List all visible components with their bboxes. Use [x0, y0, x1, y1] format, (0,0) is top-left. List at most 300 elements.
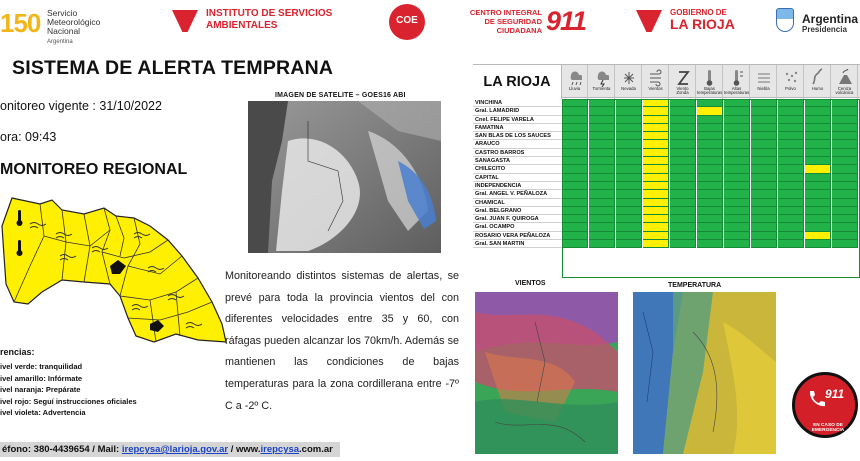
department-name: INDEPENDENCIA: [473, 182, 562, 190]
alert-cell-green: [697, 232, 723, 240]
alert-cell-green: [724, 107, 750, 115]
ciscu-line-1: CENTRO INTEGRAL: [469, 8, 542, 17]
alert-cell-green: [832, 116, 858, 124]
alert-cell-yellow: [643, 107, 669, 115]
storm-icon: [595, 68, 609, 88]
table-row: [473, 140, 860, 148]
alert-cell-green: [670, 215, 696, 223]
alert-cell-green: [724, 215, 750, 223]
alert-cell-green: [670, 223, 696, 231]
alert-cell-green: [562, 232, 588, 240]
alert-cell-green: [832, 174, 858, 182]
alert-cell-green: [778, 174, 804, 182]
alert-cell-green: [562, 157, 588, 165]
alert-cell-green: [616, 107, 642, 115]
column-label: Humo: [811, 86, 824, 91]
alert-cell-green: [751, 182, 777, 190]
column-header: [697, 65, 723, 99]
alert-cell-yellow: [643, 124, 669, 132]
temperatura-map: [633, 292, 776, 454]
alert-cell-green: [751, 190, 777, 198]
argentina-shield-icon: [776, 8, 794, 32]
alert-cell-green: [697, 199, 723, 207]
alert-cell-green: [616, 240, 642, 248]
alert-cell-green: [670, 132, 696, 140]
coe-logo: [389, 4, 425, 40]
isa-line-1: INSTITUTO DE SERVICIOS: [206, 8, 333, 19]
footer-sep: / www.: [228, 444, 261, 455]
alert-cell-yellow: [643, 174, 669, 182]
alert-cell-green: [670, 232, 696, 240]
table-header: [473, 64, 860, 98]
alert-cell-green: [751, 223, 777, 231]
alert-cell-green: [778, 240, 804, 248]
column-label: Vientos: [648, 86, 663, 91]
alert-cell-green: [670, 207, 696, 215]
alert-cell-green: [832, 149, 858, 157]
column-label: Altas temperaturas: [724, 86, 750, 96]
vientos-caption: VIENTOS: [515, 280, 546, 287]
footer-phone: éfono: 380-4439654 / Mail:: [2, 444, 122, 455]
department-name: FAMATINA: [473, 124, 562, 132]
alert-cell-green: [724, 124, 750, 132]
alert-cell-yellow: [643, 99, 669, 107]
hora: ora: 09:43: [0, 130, 57, 144]
alert-cell-green: [562, 140, 588, 148]
alert-cell-green: [562, 107, 588, 115]
temperatura-caption: TEMPERATURA: [668, 282, 722, 289]
isa-logo-text: [206, 8, 332, 32]
table-row: [473, 215, 860, 223]
alert-cell-green: [697, 207, 723, 215]
alert-cell-green: [724, 190, 750, 198]
table-row: [473, 223, 860, 231]
smoke-icon: [811, 68, 825, 88]
alert-cell-green: [778, 232, 804, 240]
alert-cell-green: [616, 223, 642, 231]
alert-cell-green: [805, 190, 831, 198]
vientos-map: [475, 292, 618, 454]
alert-cell-green: [562, 132, 588, 140]
table-row: [473, 149, 860, 157]
legend-item: ivel verde: tranquilidad: [0, 362, 83, 371]
column-header: [670, 65, 696, 99]
alert-cell-green: [805, 215, 831, 223]
alert-cell-green: [778, 182, 804, 190]
alert-cell-green: [562, 116, 588, 124]
alert-cell-green: [751, 107, 777, 115]
alert-cell-green: [724, 223, 750, 231]
alert-cell-green: [697, 99, 723, 107]
alert-cell-green: [805, 207, 831, 215]
column-header: [616, 65, 642, 99]
alert-cell-yellow: [643, 223, 669, 231]
alert-cell-green: [562, 190, 588, 198]
department-name: Gral. JUAN F. QUIROGA: [473, 215, 562, 223]
alert-cell-green: [562, 207, 588, 215]
alert-cell-green: [589, 132, 615, 140]
alert-cell-green: [616, 215, 642, 223]
alert-cell-green: [616, 232, 642, 240]
table-row: [473, 232, 860, 240]
alert-cell-green: [562, 124, 588, 132]
alert-cell-green: [562, 182, 588, 190]
gob-line-2: LA RIOJA: [670, 16, 735, 32]
column-label: Lluvia: [568, 86, 581, 91]
department-name: CASTRO BARROS: [473, 149, 562, 157]
zonda-icon: [676, 68, 690, 88]
alert-cell-green: [751, 124, 777, 132]
department-name: Gral. SAN MARTIN: [473, 240, 562, 248]
column-header: [589, 65, 615, 99]
column-header: [724, 65, 750, 99]
high-temp-icon: [730, 68, 744, 88]
alert-cell-green: [724, 116, 750, 124]
alert-cell-green: [778, 157, 804, 165]
table-row: [473, 190, 860, 198]
ash-icon: [838, 68, 852, 88]
alert-cell-green: [751, 140, 777, 148]
legend-item: ivel amarillo: Infórmate: [0, 373, 83, 383]
table-row: [473, 199, 860, 207]
alert-cell-green: [616, 132, 642, 140]
alert-cell-green: [778, 199, 804, 207]
table-row: [473, 124, 860, 132]
alert-cell-green: [778, 165, 804, 173]
alert-cell-green: [832, 157, 858, 165]
alert-cell-green: [697, 215, 723, 223]
department-name: VINCHINA: [473, 99, 562, 107]
alert-cell-green: [805, 149, 831, 157]
badge-caption: [803, 423, 853, 433]
alert-cell-green: [805, 182, 831, 190]
alert-cell-green: [751, 215, 777, 223]
alert-cell-green: [832, 182, 858, 190]
badge-number: 911: [825, 387, 845, 401]
column-header: [805, 65, 831, 99]
alert-cell-green: [670, 165, 696, 173]
alert-cell-green: [751, 116, 777, 124]
alert-cell-green: [616, 116, 642, 124]
legend-heading: rencias:: [0, 347, 35, 357]
column-header: [643, 65, 669, 99]
snow-icon: [622, 68, 636, 88]
alert-cell-green: [562, 215, 588, 223]
wind-icon: [649, 68, 663, 88]
department-name: ROSARIO VERA PEÑALOZA: [473, 232, 562, 240]
section-title: MONITOREO REGIONAL: [0, 161, 188, 178]
alert-cell-green: [778, 207, 804, 215]
alert-cell-green: [751, 240, 777, 248]
alert-cell-green: [670, 157, 696, 165]
smn-name: [47, 9, 100, 47]
alert-cell-green: [805, 240, 831, 248]
alert-cell-green: [805, 99, 831, 107]
alert-cell-green: [751, 174, 777, 182]
alert-cell-green: [562, 174, 588, 182]
alert-cell-green: [724, 182, 750, 190]
smn-country: Argentina: [47, 39, 73, 45]
alert-cell-yellow: [643, 240, 669, 248]
department-name: SANAGASTA: [473, 157, 562, 165]
column-label: Bajas temperaturas: [697, 86, 723, 96]
column-label: Tormenta: [592, 86, 611, 91]
alert-cell-green: [805, 157, 831, 165]
alert-cell-yellow: [805, 165, 831, 173]
alert-cell-green: [724, 99, 750, 107]
alert-cell-green: [589, 140, 615, 148]
column-header: [778, 65, 804, 99]
phone-icon: [807, 389, 825, 409]
alert-cell-green: [697, 190, 723, 198]
department-name: Gral. LAMADRID: [473, 107, 562, 115]
alert-cell-green: [805, 174, 831, 182]
column-label: Polvo: [785, 86, 796, 91]
alert-cell-green: [751, 149, 777, 157]
alert-cell-yellow: [643, 199, 669, 207]
footer-mail-link[interactable]: irepcysa@larioja.gov.ar: [121, 444, 229, 455]
province-map: [0, 196, 240, 346]
alert-cell-green: [589, 199, 615, 207]
alert-cell-green: [832, 124, 858, 132]
alert-cell-yellow: [643, 165, 669, 173]
footer-contact: [0, 442, 340, 457]
alert-cell-green: [697, 240, 723, 248]
alert-cell-green: [724, 207, 750, 215]
department-name: SAN BLAS DE LOS SAUCES: [473, 132, 562, 140]
alert-cell-green: [832, 232, 858, 240]
alert-cell-yellow: [643, 215, 669, 223]
table-title: LA RIOJA: [473, 65, 562, 99]
alert-cell-green: [751, 232, 777, 240]
alert-cell-green: [616, 199, 642, 207]
alert-cell-green: [616, 165, 642, 173]
alert-cell-green: [589, 190, 615, 198]
logo-bar: [0, 0, 860, 48]
gob-line-1: GOBIERNO DE: [670, 8, 727, 17]
alert-cell-green: [832, 99, 858, 107]
legend-item: ivel naranja: Prepárate: [0, 385, 81, 394]
satellite-render: [248, 101, 441, 253]
alert-cell-yellow: [643, 190, 669, 198]
alert-cell-green: [670, 240, 696, 248]
alert-cell-green: [670, 182, 696, 190]
alert-cell-yellow: [643, 116, 669, 124]
alert-cell-yellow: [805, 232, 831, 240]
dust-icon: [784, 68, 798, 88]
alert-cell-yellow: [643, 207, 669, 215]
alert-cell-green: [805, 199, 831, 207]
department-name: CHAMICAL: [473, 199, 562, 207]
alert-cell-green: [697, 140, 723, 148]
alert-cell-green: [589, 223, 615, 231]
alert-cell-green: [616, 124, 642, 132]
alert-cell-green: [697, 223, 723, 231]
alert-cell-yellow: [643, 157, 669, 165]
alert-cell-green: [778, 149, 804, 157]
column-label: Viento Zonda: [676, 86, 689, 96]
department-name: CHILECITO: [473, 165, 562, 173]
argentina-line-1: Argentina: [802, 12, 859, 26]
alert-cell-green: [805, 124, 831, 132]
alert-cell-green: [616, 190, 642, 198]
column-header: [562, 65, 588, 99]
fog-icon: [757, 68, 771, 88]
table-rows: [473, 99, 860, 248]
smn-logo: [0, 6, 120, 45]
table-row: [473, 116, 860, 124]
badge-caption-1: EN CASO DE: [813, 423, 843, 428]
alert-cell-green: [832, 240, 858, 248]
alert-cell-yellow: [643, 140, 669, 148]
alert-cell-green: [670, 107, 696, 115]
low-temp-icon: [703, 68, 717, 88]
alert-cell-yellow: [697, 107, 723, 115]
legend-item: ivel violeta: Advertencia: [0, 408, 86, 417]
table-row: [473, 174, 860, 182]
alert-cell-yellow: [643, 182, 669, 190]
smn-number: 150: [0, 8, 41, 38]
footer-web-link[interactable]: irepcysa: [260, 444, 300, 455]
alert-cell-green: [562, 99, 588, 107]
legend-item: ivel rojo: Seguí instrucciones oficiales: [0, 396, 137, 406]
alert-cell-green: [589, 124, 615, 132]
alert-cell-green: [589, 157, 615, 165]
alert-table: [473, 64, 860, 278]
department-name: ARAUCO: [473, 140, 562, 148]
department-name: CAPITAL: [473, 174, 562, 182]
alert-cell-green: [697, 182, 723, 190]
alert-cell-green: [562, 199, 588, 207]
column-label: Ceniza volcánica: [835, 86, 854, 96]
vientos-render: [475, 292, 618, 454]
department-name: Gral. OCAMPO: [473, 223, 562, 231]
alert-cell-green: [724, 240, 750, 248]
argentina-logo-text: [802, 13, 858, 35]
alert-cell-green: [697, 116, 723, 124]
ciscu-logo-text: [458, 8, 542, 35]
alert-cell-green: [751, 199, 777, 207]
alert-cell-green: [832, 199, 858, 207]
forecast-description: Monitoreando distintos sistemas de alertas, se prevé para toda la provincia vientos del con diferentes velocidades entre 35 y 60, con ráfagas pueden alcanzar los 70km/h. Además se mantienen las condiciones de bajas temperaturas para la zona cordillerana entre -7º C a -2º C.: [225, 270, 459, 412]
alert-cell-green: [832, 140, 858, 148]
alert-cell-green: [751, 165, 777, 173]
department-name: Gral. ANGEL V. PEÑALOZA: [473, 190, 562, 198]
column-label: Nevada: [621, 86, 636, 91]
alert-cell-green: [562, 165, 588, 173]
alert-cell-green: [589, 240, 615, 248]
alert-cell-green: [724, 165, 750, 173]
ciscu-line-2: DE SEGURIDAD: [484, 17, 542, 26]
satellite-caption: IMAGEN DE SATELITE – GOES16 ABI: [275, 92, 406, 99]
alert-cell-green: [778, 124, 804, 132]
coe-text: COE: [396, 15, 418, 26]
alert-cell-green: [751, 132, 777, 140]
alert-cell-green: [670, 99, 696, 107]
alert-cell-green: [697, 157, 723, 165]
smn-name-1: Servicio: [47, 8, 78, 18]
alert-cell-green: [562, 240, 588, 248]
alert-cell-green: [778, 99, 804, 107]
table-row: [473, 132, 860, 140]
alert-cell-green: [670, 124, 696, 132]
temperatura-render: [633, 292, 776, 454]
alert-cell-green: [670, 190, 696, 198]
alert-cell-green: [697, 165, 723, 173]
alert-cell-green: [697, 132, 723, 140]
alert-cell-green: [670, 174, 696, 182]
alert-cell-green: [697, 149, 723, 157]
isa-logo-icon: [172, 10, 198, 32]
legend: [0, 347, 250, 419]
table-row: [473, 107, 860, 115]
alert-cell-green: [589, 215, 615, 223]
alert-cell-green: [778, 107, 804, 115]
alert-cell-green: [724, 174, 750, 182]
alert-cell-green: [589, 149, 615, 157]
gob-logo-icon: [636, 10, 662, 32]
alert-cell-green: [616, 157, 642, 165]
alert-cell-green: [589, 232, 615, 240]
column-header: [832, 65, 858, 99]
ciscu-line-3: CIUDADANA: [496, 26, 542, 35]
alert-cell-green: [751, 207, 777, 215]
alert-cell-green: [616, 207, 642, 215]
alert-cell-green: [751, 99, 777, 107]
alert-cell-green: [697, 174, 723, 182]
ciscu-911-logo: 911: [546, 6, 587, 36]
smn-name-3: Nacional: [47, 26, 81, 36]
alert-cell-green: [724, 232, 750, 240]
alert-cell-green: [616, 149, 642, 157]
alert-cell-green: [832, 165, 858, 173]
alert-cell-green: [805, 116, 831, 124]
footer-web-suffix: .com.ar: [299, 444, 333, 455]
alert-cell-green: [589, 174, 615, 182]
alert-cell-green: [724, 149, 750, 157]
column-header: [751, 65, 777, 99]
table-row: [473, 207, 860, 215]
table-row: [473, 157, 860, 165]
alert-cell-green: [670, 116, 696, 124]
alert-cell-green: [670, 140, 696, 148]
emergency-911-badge: [792, 372, 858, 438]
alert-cell-green: [589, 116, 615, 124]
table-row: [473, 165, 860, 173]
alert-cell-green: [832, 132, 858, 140]
alert-cell-green: [805, 107, 831, 115]
alert-cell-green: [562, 223, 588, 231]
alert-cell-green: [778, 215, 804, 223]
rain-icon: [568, 68, 582, 88]
alert-cell-green: [778, 116, 804, 124]
alert-cell-green: [589, 182, 615, 190]
alert-cell-green: [589, 99, 615, 107]
alert-cell-green: [562, 149, 588, 157]
alert-cell-green: [616, 99, 642, 107]
department-name: Cnel. FELIPE VARELA: [473, 116, 562, 124]
alert-cell-green: [832, 207, 858, 215]
department-name: Gral. BELGRANO: [473, 207, 562, 215]
alert-cell-green: [778, 223, 804, 231]
alert-cell-green: [778, 132, 804, 140]
page-title: SISTEMA DE ALERTA TEMPRANA: [12, 57, 334, 79]
alert-cell-green: [805, 132, 831, 140]
isa-line-2: AMBIENTALES: [206, 20, 278, 31]
gob-logo-text: [670, 8, 735, 31]
alert-cell-yellow: [643, 132, 669, 140]
argentina-line-2: Presidencia: [802, 25, 847, 34]
